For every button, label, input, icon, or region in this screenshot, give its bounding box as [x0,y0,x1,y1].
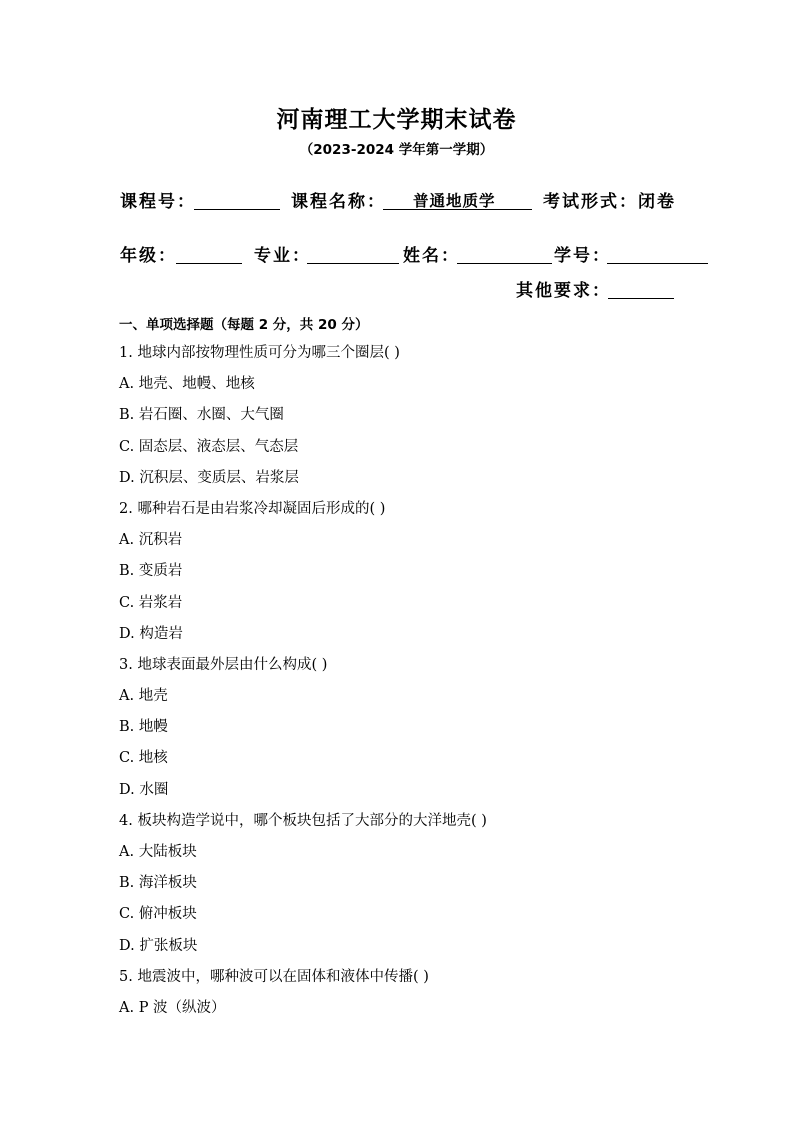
exam-form-label: 考试形式：闭卷 [543,192,676,212]
question-2-stem: 2. 哪种岩石是由岩浆冷却凝固后形成的( ) [119,500,386,517]
question-4-option-c[interactable]: C. 俯冲板块 [119,906,197,923]
question-2-option-c[interactable]: C. 岩浆岩 [119,594,183,611]
question-3-option-b[interactable]: B. 地幔 [119,719,168,736]
other-requirements-label: 其他要求： [516,281,611,301]
question-4-option-b[interactable]: B. 海洋板块 [119,875,197,892]
grade-field[interactable] [176,241,242,264]
student-no-field[interactable] [607,241,708,264]
other-requirements-field[interactable] [608,276,674,299]
question-1-option-d[interactable]: D. 沉积层、变质层、岩浆层 [119,469,299,486]
question-4-option-a[interactable]: A. 大陆板块 [119,844,197,860]
question-list [119,342,719,1028]
course-name-value: 普通地质学 [413,192,496,210]
question-4-stem: 4. 板块构造学说中，哪个板块包括了大部分的大洋地壳( ) [119,812,487,829]
major-label: 专业： [254,246,311,266]
name-label: 姓名： [403,246,460,266]
question-2-option-d[interactable]: D. 构造岩 [119,625,183,642]
question-3-option-d[interactable]: D. 水圈 [119,781,169,798]
exam-term: （2023-2024 学年第一学期） [299,142,494,158]
course-no-field[interactable] [194,187,280,210]
student-no-label: 学号： [554,246,611,266]
course-no-label: 课程号： [120,192,196,212]
question-2-option-a[interactable]: A. 沉积岩 [119,532,183,549]
question-1-option-b[interactable]: B. 岩石圈、水圈、大气圈 [119,407,284,424]
question-2-option-b[interactable]: B. 变质岩 [119,563,183,580]
grade-label: 年级： [120,246,177,266]
question-3-option-c[interactable]: C. 地核 [119,750,168,767]
major-field[interactable] [307,241,399,264]
question-5-stem: 5. 地震波中，哪种波可以在固体和液体中传播( ) [119,968,429,985]
exam-title: 河南理工大学期末试卷 [276,107,517,133]
question-4-option-d[interactable]: D. 扩张板块 [119,937,198,954]
question-1-option-c[interactable]: C. 固态层、液态层、气态层 [119,438,299,455]
name-field[interactable] [457,241,552,264]
question-5-option-a[interactable]: A. P 波（纵波） [119,999,226,1016]
question-1-stem: 1. 地球内部按物理性质可分为哪三个圈层( ) [119,345,400,361]
section-heading: 一、单项选择题（每题 2 分，共 20 分） [119,317,369,333]
question-3-option-a[interactable]: A. 地壳 [119,688,168,705]
question-1-option-a[interactable]: A. 地壳、地幔、地核 [119,376,255,393]
question-3-stem: 3. 地球表面最外层由什么构成( ) [119,656,328,673]
course-name-label: 课程名称： [291,192,386,212]
